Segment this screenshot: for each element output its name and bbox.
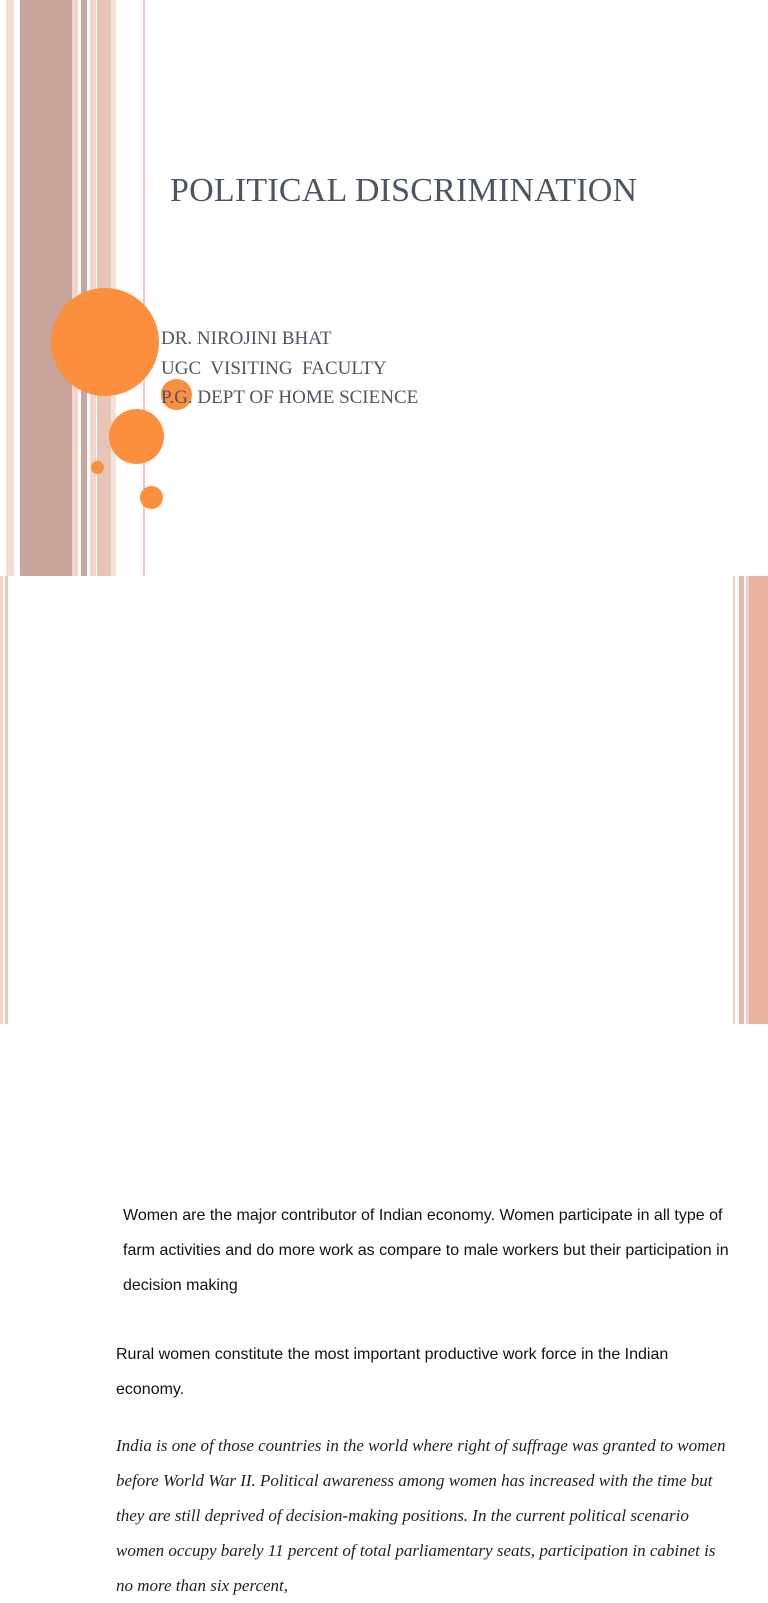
paragraph-rural-women: Rural women constitute the most important productive work force in the Indian economy.: [116, 1346, 669, 1398]
author-name: DR. NIROJINI BHAT: [161, 328, 332, 349]
decor-circle-small: [140, 486, 163, 509]
paragraph-suffrage: India is one of those countries in the world where right of suffrage was granted to women before World War II. Political awareness among women has increased with the time but they are still deprived of decision-making positions. In the current political scenario women occupy barely 11 percent of total parliamentary seats, participation in cabinet is no more than six percent,: [116, 1436, 726, 1595]
paragraph-economy-contribution: Women are the major contributor of Indian economy. Women participate in all type of farm activities and do more work as compare to male workers but their participation in decision making: [123, 1207, 729, 1294]
decor-stripe: [72, 0, 78, 576]
title-slide: [0, 0, 768, 576]
slide-title: POLITICAL DISCRIMINATION: [170, 172, 638, 209]
decor-circle-large: [51, 288, 159, 396]
decor-stripe: [749, 576, 768, 1024]
author-position: UGC VISITING FACULTY: [161, 357, 387, 379]
author-block: [161, 324, 418, 413]
decor-stripe: [733, 576, 735, 1024]
content-slide: [0, 576, 768, 1595]
decor-circle-tiny: [91, 461, 104, 474]
decor-circle-medium: [109, 409, 164, 464]
decor-stripe: [6, 0, 14, 576]
decor-stripe: [739, 576, 744, 1024]
decor-stripe: [5, 576, 8, 1024]
decor-stripe: [20, 0, 72, 576]
decor-stripe: [81, 0, 87, 576]
author-department: P.G. DEPT OF HOME SCIENCE: [161, 387, 419, 408]
